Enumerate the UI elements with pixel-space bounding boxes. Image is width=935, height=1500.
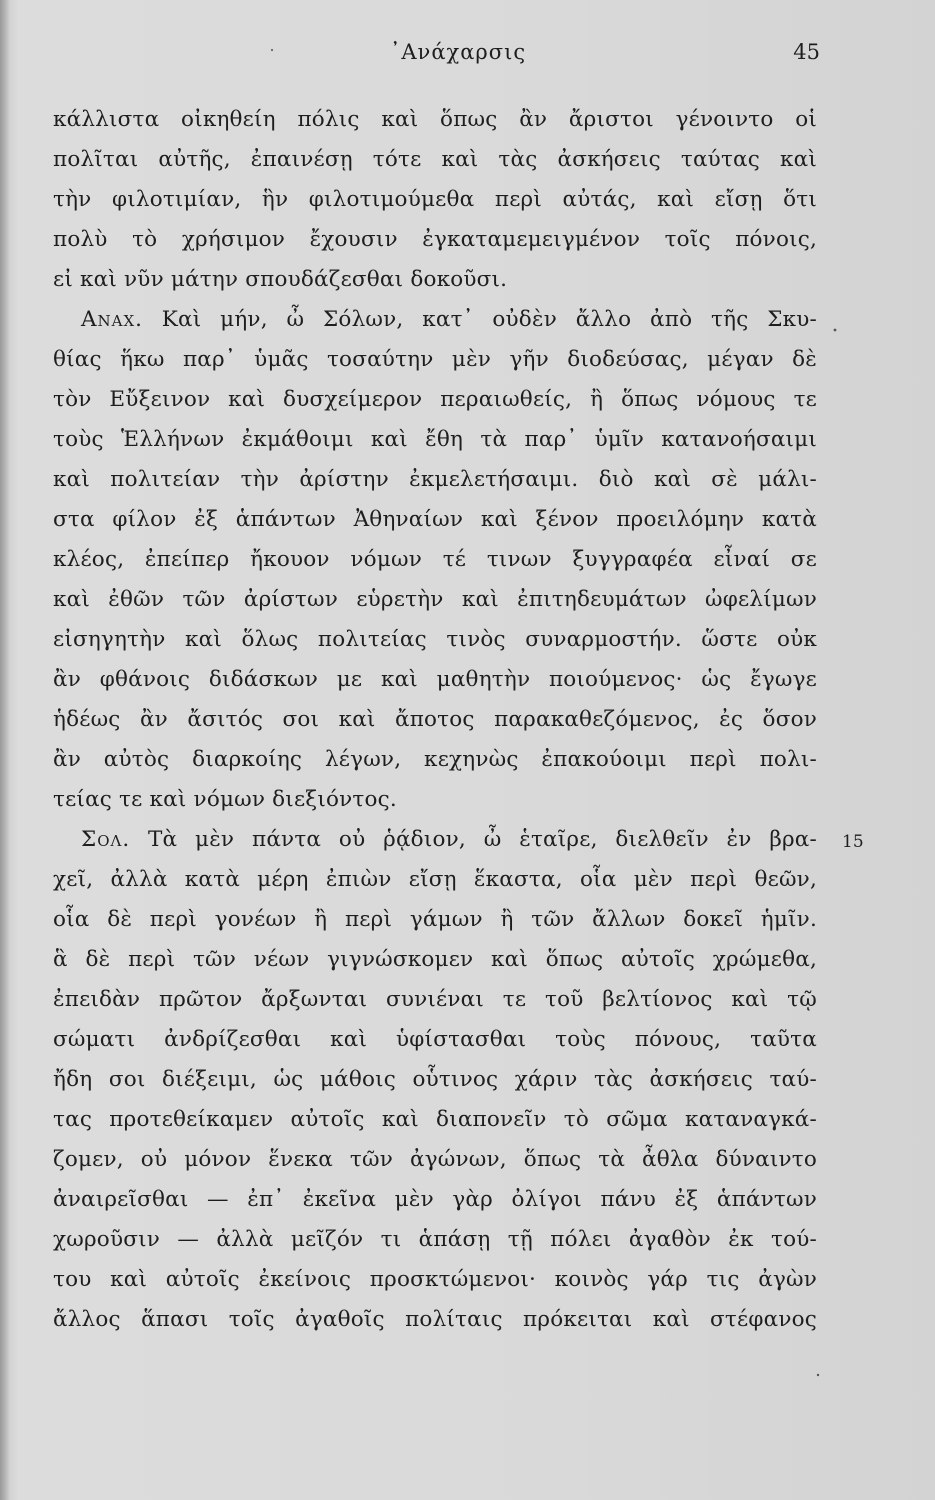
line-text: εἰ καὶ νῦν μάτην σπουδάζεσθαι δοκοῦσι. bbox=[53, 267, 508, 292]
line-text: τας προτεθείκαμεν αὐτοῖς καὶ διαπονεῖν τὸ σῶμα καταναγκά- bbox=[53, 1107, 817, 1132]
text-line bbox=[53, 420, 817, 460]
line-text: καὶ πολιτείαν τὴν ἀρίστην ἐκμελετήσαιμι. διὸ καὶ σὲ μάλι- bbox=[53, 467, 817, 492]
line-text: σώματι ἀνδρίζεσθαι καὶ ὑφίστασθαι τοὺς πόνους, ταῦτα bbox=[53, 1027, 817, 1052]
text-line bbox=[53, 540, 817, 580]
text-line bbox=[53, 900, 817, 940]
speaker-label: Σολ. bbox=[81, 827, 131, 852]
gutter-shadow bbox=[0, 0, 10, 1500]
text-line bbox=[53, 940, 817, 980]
text-line bbox=[53, 1140, 817, 1180]
text-line bbox=[53, 100, 817, 140]
text-line bbox=[53, 1180, 817, 1220]
line-text: ζομεν, οὐ μόνον ἕνεκα τῶν ἀγώνων, ὅπως τὰ ἆθλα δύναιντο bbox=[53, 1147, 817, 1172]
speck bbox=[834, 329, 837, 332]
line-text: πολὺ τὸ χρήσιμον ἔχουσιν ἐγκαταμεμειγμένον τοῖς πόνοις, bbox=[53, 227, 817, 252]
line-text: Καὶ μήν, ὦ Σόλων, κατ᾿ οὐδὲν ἄλλο ἀπὸ τῆς Σκυ- bbox=[161, 307, 817, 332]
line-text: ἃ δὲ περὶ τῶν νέων γιγνώσκομεν καὶ ὅπως αὐτοῖς χρώμεθα, bbox=[53, 947, 817, 972]
text-line bbox=[53, 260, 817, 300]
line-text: τὴν φιλοτιμίαν, ἣν φιλοτιμούμεθα περὶ αὐτάς, καὶ εἴσῃ ὅτι bbox=[53, 187, 817, 212]
text-line bbox=[53, 340, 817, 380]
text-line bbox=[53, 700, 817, 740]
text-line bbox=[53, 740, 817, 780]
line-text: κλέος, ἐπείπερ ἤκουον νόμων τέ τινων ξυγγραφέα εἶναί σε bbox=[53, 547, 817, 572]
text-line bbox=[53, 860, 817, 900]
text-line bbox=[53, 620, 817, 660]
line-text: ἂν αὐτὸς διαρκοίης λέγων, κεχηνὼς ἐπακούοιμι περὶ πολι- bbox=[53, 747, 817, 772]
line-text: ἡδέως ἂν ἄσιτός σοι καὶ ἄποτος παρακαθεζόμενος, ἐς ὅσον bbox=[53, 707, 817, 732]
line-text: χεῖ, ἀλλὰ κατὰ μέρη ἐπιὼν εἴσῃ ἕκαστα, οἷα μὲν περὶ θεῶν, bbox=[53, 867, 817, 892]
line-text: ἀναιρεῖσθαι — ἐπ᾿ ἐκεῖνα μὲν γὰρ ὀλίγοι πάνυ ἐξ ἁπάντων bbox=[53, 1187, 817, 1212]
text-line bbox=[53, 820, 817, 860]
line-text: του καὶ αὐτοῖς ἐκείνοις προσκτώμενοι· κοινὸς γάρ τις ἀγὼν bbox=[53, 1267, 817, 1292]
text-line bbox=[53, 1020, 817, 1060]
margin-line-number: 15 bbox=[842, 832, 864, 852]
line-text: κάλλιστα οἰκηθείη πόλις καὶ ὅπως ἂν ἄριστοι γένοιντο οἱ bbox=[53, 107, 817, 132]
line-text: θίας ἥκω παρ᾿ ὑμᾶς τοσαύτην μὲν γῆν διοδεύσας, μέγαν δὲ bbox=[53, 347, 817, 372]
speck bbox=[271, 49, 273, 51]
line-text: ἤδη σοι διέξειμι, ὡς μάθοις οὗτινος χάριν τὰς ἀσκήσεις ταύ- bbox=[53, 1067, 817, 1092]
line-text: τὸν Εὔξεινον καὶ δυσχείμερον περαιωθείς, ἢ ὅπως νόμους τε bbox=[53, 387, 817, 412]
line-text: στα φίλον ἐξ ἁπάντων Ἀθηναίων καὶ ξένον προειλόμην κατὰ bbox=[53, 507, 817, 532]
line-text: τοὺς Ἑλλήνων ἐκμάθοιμι καὶ ἔθη τὰ παρ᾿ ὑμῖν κατανοήσαιμι bbox=[53, 427, 817, 452]
text-line bbox=[53, 660, 817, 700]
line-text: τείας τε καὶ νόμων διεξιόντος. bbox=[53, 787, 397, 812]
text-line bbox=[53, 220, 817, 260]
line-text: ἂν φθάνοις διδάσκων με καὶ μαθητὴν ποιούμενος· ὡς ἔγωγε bbox=[53, 667, 817, 692]
text-line bbox=[53, 1100, 817, 1140]
text-line bbox=[53, 1260, 817, 1300]
text-line bbox=[53, 380, 817, 420]
speaker-label: Αναχ. bbox=[81, 307, 143, 332]
line-text: ἐπειδὰν πρῶτον ἄρξωνται συνιέναι τε τοῦ βελτίονος καὶ τῷ bbox=[53, 987, 817, 1012]
text-line bbox=[53, 580, 817, 620]
line-text: καὶ ἐθῶν τῶν ἀρίστων εὑρετὴν καὶ ἐπιτηδευμάτων ὠφελίμων bbox=[53, 587, 817, 612]
speck bbox=[817, 1374, 819, 1376]
body-text bbox=[53, 100, 817, 1340]
text-line bbox=[53, 1060, 817, 1100]
page-number: 45 bbox=[793, 40, 820, 64]
line-text: Τὰ μὲν πάντα οὐ ῥᾴδιον, ὦ ἑταῖρε, διελθεῖν ἐν βρα- bbox=[147, 827, 817, 852]
text-line bbox=[53, 980, 817, 1020]
line-text: ἄλλος ἅπασι τοῖς ἀγαθοῖς πολίταις πρόκειται καὶ στέφανος bbox=[53, 1307, 817, 1332]
line-text: πολῖται αὐτῆς, ἐπαινέσῃ τότε καὶ τὰς ἀσκήσεις ταύτας καὶ bbox=[53, 147, 817, 172]
text-line bbox=[53, 500, 817, 540]
text-line bbox=[53, 780, 817, 820]
line-text: εἰσηγητὴν καὶ ὅλως πολιτείας τινὸς συναρμοστήν. ὥστε οὐκ bbox=[53, 627, 817, 652]
running-title: ᾿Ανάχαρσις bbox=[389, 40, 527, 64]
text-line bbox=[53, 460, 817, 500]
text-line bbox=[53, 1300, 817, 1340]
line-text: οἷα δὲ περὶ γονέων ἢ περὶ γάμων ἢ τῶν ἄλλων δοκεῖ ἡμῖν. bbox=[53, 907, 817, 932]
text-line bbox=[53, 1220, 817, 1260]
text-line bbox=[53, 180, 817, 220]
line-text: χωροῦσιν — ἀλλὰ μεῖζόν τι ἁπάσῃ τῇ πόλει ἀγαθὸν ἐκ τού- bbox=[53, 1227, 817, 1252]
text-line bbox=[53, 300, 817, 340]
text-line bbox=[53, 140, 817, 180]
